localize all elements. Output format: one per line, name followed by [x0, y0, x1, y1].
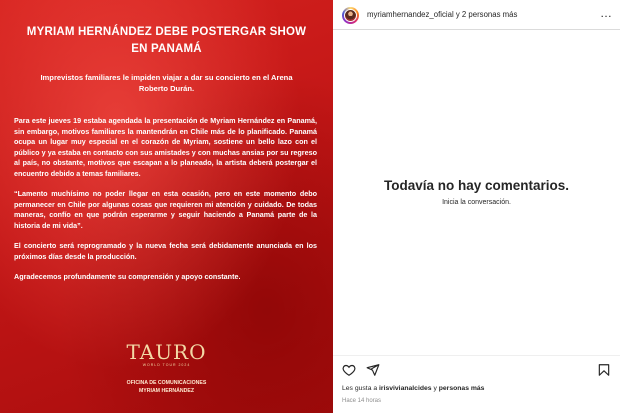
bookmark-icon[interactable] — [597, 363, 611, 377]
post-body — [14, 116, 317, 293]
post-header — [333, 0, 620, 30]
post-paragraph: Agradecemos profundamente su comprensión y apoyo constante. — [14, 272, 241, 281]
liker-username-link[interactable]: irisvivianalcides — [379, 385, 432, 392]
tauro-logo-word: TAURO — [126, 340, 207, 364]
avatar-image — [344, 9, 357, 22]
no-comments-subtitle: Inicia la conversación. — [442, 199, 511, 206]
no-comments-title: Todavía no hay comentarios. — [383, 178, 570, 193]
more-options-icon[interactable]: … — [600, 6, 612, 20]
likes-summary — [342, 385, 484, 392]
avatar[interactable] — [342, 7, 359, 24]
post-title: MYRIAM HERNÁNDEZ DEBE POSTERGAR SHOW EN PANAMÁ — [26, 26, 307, 55]
post-actions-bar — [333, 355, 620, 381]
collaborators-link[interactable]: y 2 personas más — [453, 10, 518, 19]
author-username-link[interactable]: myriamhernandez_oficial — [367, 10, 454, 19]
office-credit — [0, 380, 333, 395]
post-paragraph: Para este jueves 19 estaba agendada la presentación de Myriam Hernández en Panamá, sin embargo, motivos familiares la mantendrán en Chile más de lo planificado. Panamá ocupa un lugar muy especial en el corazón de Myriam, sostiene un bello lazo con el público y ya estaba en contacto con sus amistades y con muchas ansias por su regreso al país, no obstante, motivos que escapan a lo planeado, la artista deberá postergar el encuentro debido a temas familiares. — [14, 116, 317, 178]
likes-prefix: Les gusta a — [342, 385, 380, 392]
office-credit-line: MYRIAM HERNÁNDEZ — [138, 387, 195, 394]
post-side-panel — [333, 0, 620, 413]
post-author — [367, 10, 517, 19]
tauro-logo-subtitle: WORLD TOUR 2024 — [142, 363, 191, 367]
post-paragraph: “Lamento muchísimo no poder llegar en esta ocasión, pero en este momento debo permanecer en Chile por algunas cosas que requieren mi atención y cuidado. De todas maneras, confío en que podrán esperarme y seguir haciendo a Panamá parte de la historia de mi vida”. — [14, 189, 317, 230]
post-paragraph: El concierto será reprogramado y la nueva fecha será debidamente anunciada en los próximos días desde la producción. — [14, 241, 317, 261]
share-icon[interactable] — [366, 363, 380, 377]
likes-conjunction: y — [431, 385, 439, 392]
heart-icon[interactable] — [342, 363, 356, 377]
office-credit-line: OFICINA DE COMUNICACIONES — [126, 380, 207, 386]
likes-others-link[interactable]: personas más — [438, 385, 485, 392]
tauro-logo — [0, 342, 333, 367]
post-subtitle: Imprevistos familiares le impiden viajar a dar su concierto en el Arena Roberto Durán. — [40, 73, 293, 93]
post-timestamp[interactable]: Hace 14 horas — [342, 398, 382, 404]
